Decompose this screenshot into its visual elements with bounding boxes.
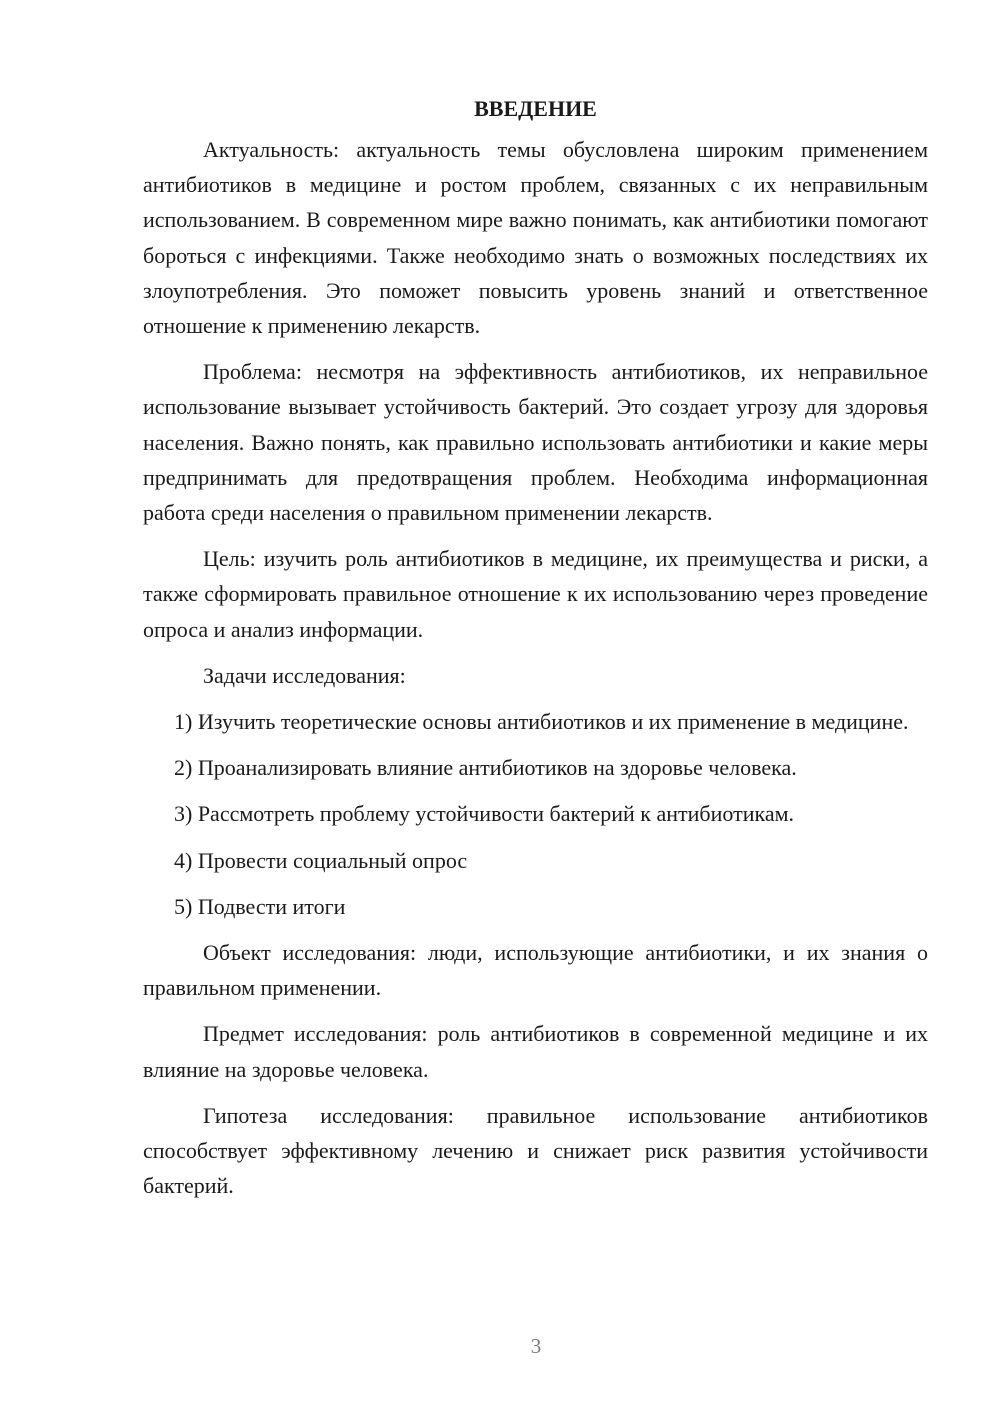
tasks-intro: Задачи исследования:: [203, 662, 406, 688]
tasks-list: [143, 704, 928, 924]
object-paragraph: Объект исследования: люди, использующие антибиотики, и их знания о правильном применении.: [143, 940, 928, 1001]
task-item: 1) Изучить теоретические основы антибиотиков и их применение в медицине.: [174, 709, 909, 735]
task-item: 2) Проанализировать влияние антибиотиков на здоровье человека.: [174, 755, 797, 781]
hypothesis-paragraph: Гипотеза исследования: правильное использование антибиотиков способствует эффективному лечению и снижает риск развития устойчивости бактерий.: [143, 1102, 928, 1199]
relevance-paragraph: Актуальность: актуальность темы обусловлена широким применением антибиотиков в медицине и ростом проблем, связанных с их неправильным использованием. В современном мире важно понимать, как антибиотики помогают бороться с инфекциями. Также необходимо знать о возможных последствиях их злоупотребления. Это поможет повысить уровень знаний и ответственное отношение к применению лекарств.: [143, 137, 928, 339]
section-heading: ВВЕДЕНИЕ: [474, 96, 597, 121]
task-item: 3) Рассмотреть проблему устойчивости бактерий к антибиотикам.: [174, 801, 795, 827]
goal-paragraph: Цель: изучить роль антибиотиков в медицине, их преимущества и риски, а также сформировать правильное отношение к их использованию через проведение опроса и анализ информации.: [143, 546, 928, 642]
subject-paragraph: Предмет исследования: роль антибиотиков в современной медицине и их влияние на здоровье человека.: [143, 1021, 928, 1082]
task-item: 5) Подвести итоги: [174, 893, 346, 919]
task-item: 4) Провести социальный опрос: [174, 847, 468, 873]
document-page: [143, 92, 928, 1214]
page-number: 3: [530, 1334, 542, 1358]
problem-paragraph: Проблема: несмотря на эффективность антибиотиков, их неправильное использование вызывает устойчивость бактерий. Это создает угрозу для здоровья населения. Важно понять, как правильно использовать антибиотики и какие меры предпринимать для предотвращения проблем. Необходима информационная работа среди населения о правильном применении лекарств.: [143, 359, 928, 526]
